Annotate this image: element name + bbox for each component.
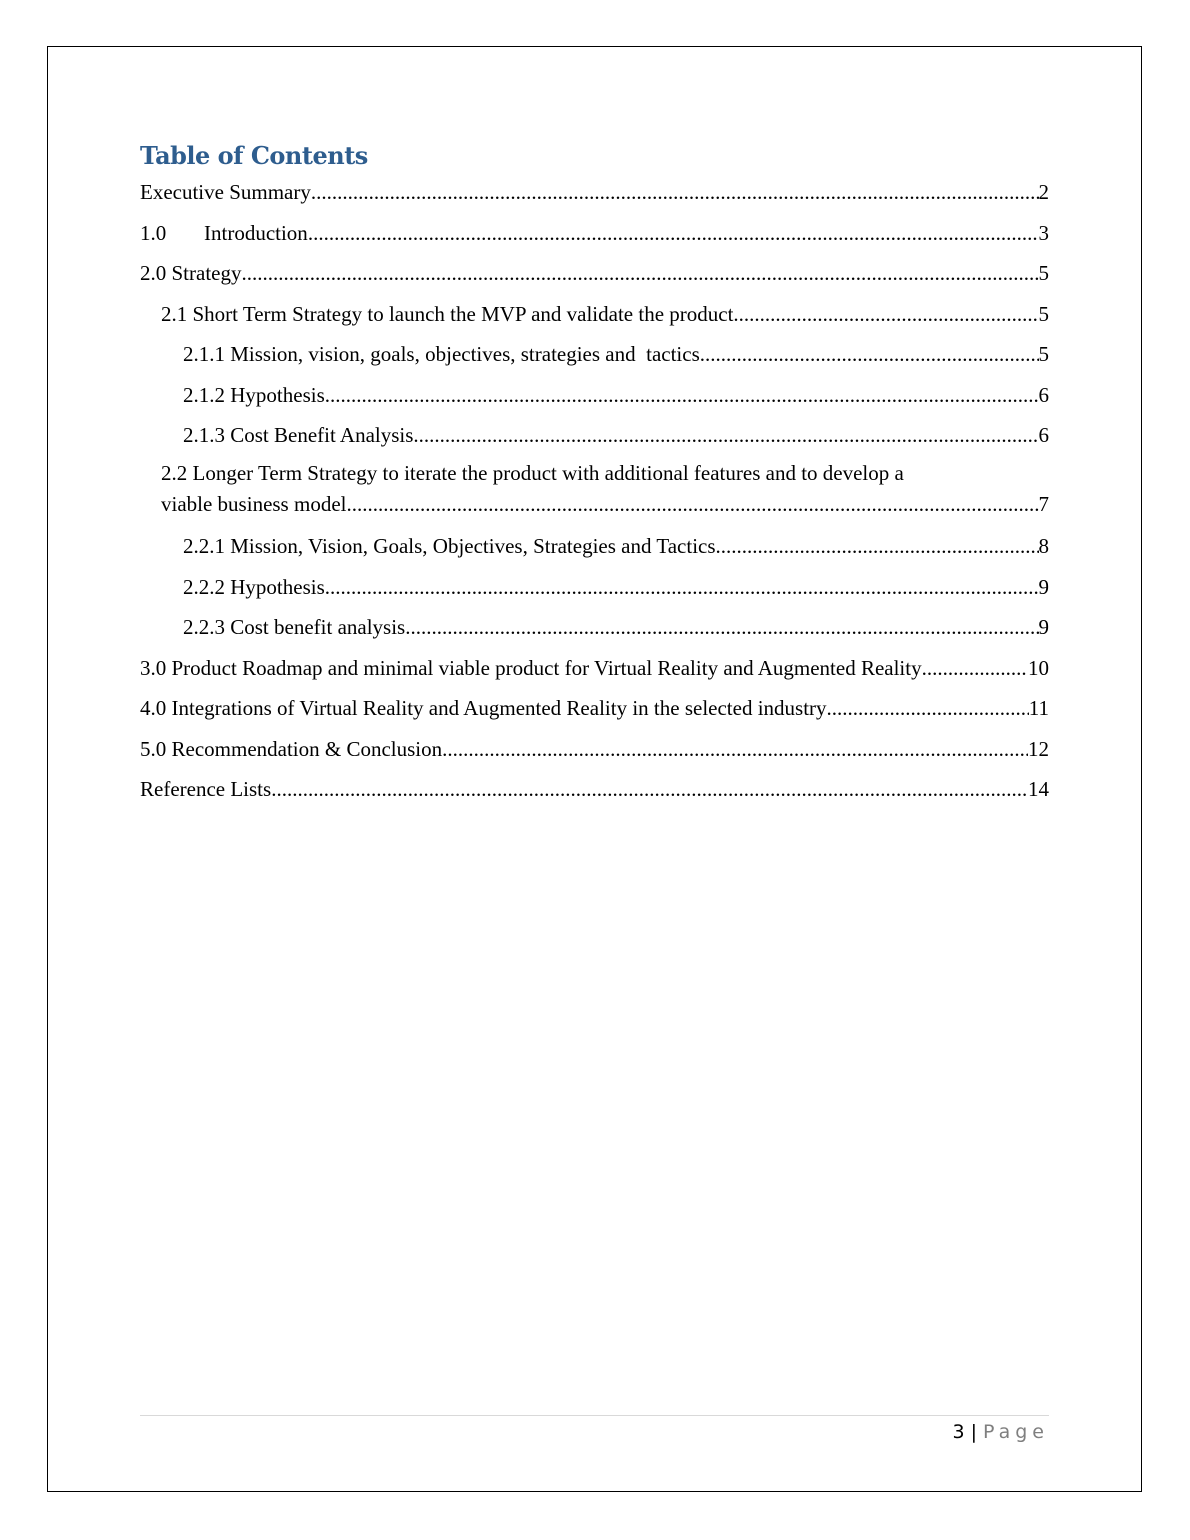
toc-entry-label: 4.0 Integrations of Virtual Reality and Augmented Reality in the selected industry (140, 696, 827, 720)
toc-entry-product-roadmap[interactable] (140, 654, 1049, 682)
toc-entry-page: 9 (1038, 615, 1049, 639)
toc-entry-page: 8 (1038, 534, 1049, 558)
toc-entry-title: Introduction (204, 220, 308, 245)
toc-entry-reference-lists[interactable] (140, 775, 1049, 803)
toc-entry-integrations[interactable] (140, 694, 1049, 722)
dot-leader (405, 613, 1038, 641)
dot-leader (413, 421, 1038, 449)
toc-entry-page: 7 (1038, 491, 1049, 516)
toc-entry-short-term-strategy[interactable] (140, 300, 1049, 328)
dot-leader (325, 381, 1039, 409)
toc-entry-page: 3 (1038, 220, 1049, 245)
dot-leader (922, 654, 1028, 682)
toc-entry-page: 14 (1028, 777, 1049, 801)
dot-leader (241, 259, 1038, 287)
footer-separator: | (970, 1421, 977, 1443)
footer-page-word: Page (983, 1421, 1049, 1443)
toc-entry-page: 10 (1028, 655, 1049, 680)
toc-entry-hypothesis-long[interactable] (140, 573, 1049, 601)
toc-entry-introduction[interactable] (140, 219, 1049, 247)
toc-entry-page: 5 (1038, 301, 1049, 326)
footer-divider (140, 1415, 1049, 1416)
toc-entry-page: 5 (1038, 261, 1049, 285)
toc-entry-label: 2.1.1 Mission, vision, goals, objectives, strategies and tactics (183, 342, 700, 366)
dot-leader (700, 340, 1039, 368)
toc-entry-label: 3.0 Product Roadmap and minimal viable product for Virtual Reality and Augmented Reality (140, 655, 922, 680)
toc-entry-executive-summary[interactable] (140, 178, 1049, 206)
toc-entry-page: 6 (1038, 423, 1049, 447)
toc-entry-page: 9 (1038, 574, 1049, 599)
toc-entry-label: 2.2.2 Hypothesis (183, 574, 325, 599)
dot-leader (442, 735, 1028, 763)
toc-entry-label: Reference Lists (140, 777, 272, 801)
dot-leader (325, 573, 1039, 601)
toc-entry-label: 5.0 Recommendation & Conclusion (140, 736, 443, 761)
toc-entry-label: 2.2.3 Cost benefit analysis (183, 615, 406, 639)
toc-entry-page: 6 (1038, 382, 1049, 407)
toc-title: Table of Contents (140, 141, 368, 170)
dot-leader (271, 775, 1028, 803)
toc-entry-page: 11 (1028, 696, 1049, 720)
dot-leader (346, 489, 1038, 520)
toc-entry-recommendation[interactable] (140, 735, 1049, 763)
toc-entry-cost-benefit-short[interactable] (140, 421, 1049, 449)
toc-entry-mission-vision-short[interactable] (140, 340, 1049, 368)
toc-entry-label: Executive Summary (140, 180, 311, 204)
toc-entry-mission-vision-long[interactable] (140, 532, 1049, 560)
footer-page-number: 3 (952, 1421, 965, 1443)
toc-entry-page: 5 (1038, 342, 1049, 366)
toc-container (140, 138, 1049, 816)
dot-leader (716, 532, 1039, 560)
toc-entry-page: 12 (1028, 736, 1049, 761)
toc-entry-label (140, 219, 308, 247)
toc-entry-label: 2.1.3 Cost Benefit Analysis (183, 423, 414, 447)
dot-leader (308, 219, 1039, 247)
page-footer (953, 1419, 1050, 1445)
dot-leader (827, 694, 1029, 722)
toc-entry-label: 2.2.1 Mission, Vision, Goals, Objectives, Strategies and Tactics (183, 534, 716, 558)
dot-leader (311, 178, 1039, 206)
toc-entry-label-line1: 2.2 Longer Term Strategy to iterate the product with additional features and to develop a (161, 460, 904, 485)
toc-entry-label-line2: viable business model (161, 491, 347, 516)
toc-entry-strategy[interactable] (140, 259, 1049, 287)
toc-entry-cost-benefit-long[interactable] (140, 613, 1049, 641)
dot-leader (733, 300, 1038, 328)
toc-entry-hypothesis-short[interactable] (140, 381, 1049, 409)
toc-entry-number: 1.0 (140, 220, 167, 245)
toc-entry-longer-term-strategy[interactable] (140, 458, 1049, 520)
toc-entry-label: 2.1.2 Hypothesis (183, 382, 325, 407)
toc-entry-page: 2 (1038, 180, 1049, 204)
toc-entry-line2 (161, 489, 1049, 520)
toc-entry-label: 2.1 Short Term Strategy to launch the MVP and validate the product (161, 301, 734, 326)
toc-entry-label: 2.0 Strategy (140, 261, 242, 285)
toc-list (140, 178, 1049, 803)
